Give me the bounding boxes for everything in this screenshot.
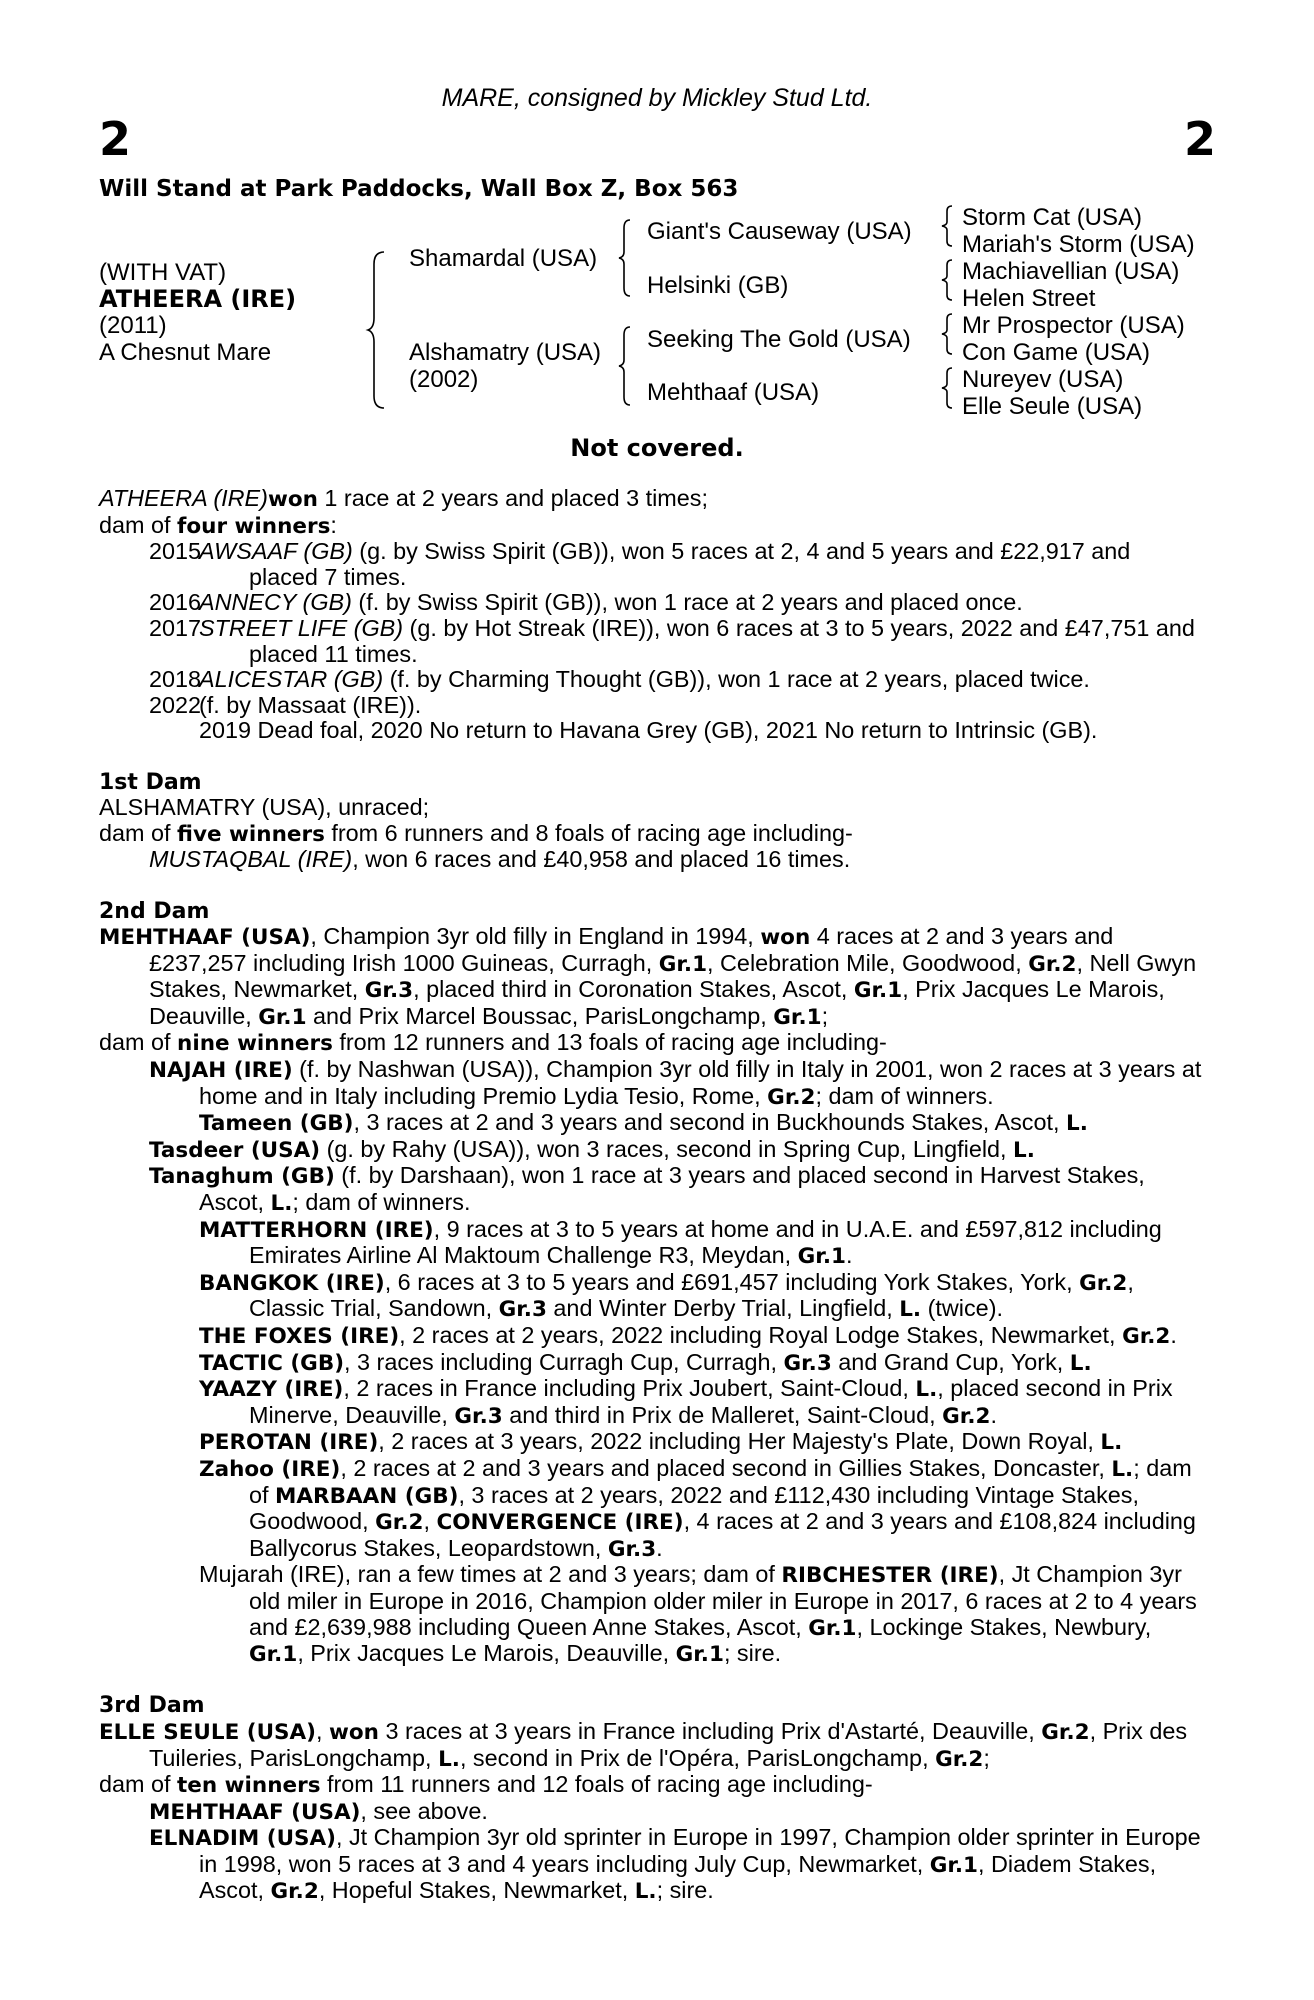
tanaghum-entry: Tanaghum (GB) (f. by Darshaan), won 1 race at 3 years and placed second in Harvest Stakes, Ascot, L.; dam of winners. [149, 1162, 1145, 1217]
bangkok-entry: BANGKOK (IRE), 6 races at 3 to 5 years and £691,457 including York Stakes, York, Gr.2, Classic Trial, Sandown, Gr.3 and Winter Derby Trial, Lingfield, L. (twice). [199, 1268, 1134, 1323]
dam-year: (2002) [409, 366, 479, 393]
third-dam-elle-seule: ELLE SEULE (USA), won 3 races at 3 years in France including Prix d'Astarté, Deauville, Gr.2, Prix des Tuileries, ParisLongchamp, L., second in Prix de l'Opéra, ParisLongchamp, Gr.2; [99, 1717, 1188, 1772]
lot-number-left: 2 [99, 112, 132, 166]
progeny-other: 2019 Dead foal, 2020 No return to Havana Grey (GB), 2021 No return to Intrinsic (GB). [199, 717, 1098, 744]
perotan-entry: PEROTAN (IRE), 2 races at 3 years, 2022 including Her Majesty's Plate, Down Royal, L. [199, 1428, 1123, 1456]
gg-mr-prospector: Mr Prospector (USA) [962, 312, 1185, 339]
horse-description: A Chesnut Mare [99, 339, 272, 366]
progeny-2017: 2017 STREET LIFE (GB) (g. by Hot Streak (IRE)), won 6 races at 3 to 5 years, 2022 and £47,751 and placed 11 times. [149, 614, 1195, 667]
the-foxes-entry: THE FOXES (IRE), 2 races at 2 years, 2022 including Royal Lodge Stakes, Newmarket, Gr.2. [199, 1322, 1177, 1349]
gg-elle-seule: Elle Seule (USA) [962, 393, 1143, 420]
dam-dam: Mehthaaf (USA) [647, 379, 820, 406]
yaazy-entry: YAAZY (IRE), 2 races in France including Prix Joubert, Saint-Cloud, L., placed second in Prix Minerve, Deauville, Gr.3 and third in Prix de Malleret, Saint-Cloud, Gr.2. [199, 1375, 1173, 1429]
mehthaaf-see-above: MEHTHAAF (USA), see above. [149, 1797, 488, 1825]
third-dam-produce: dam of ten winners from 11 runners and 12 foals of racing age including- [99, 1771, 873, 1799]
gg-mariahs-storm: Mariah's Storm (USA) [962, 231, 1195, 258]
first-dam-line: ALSHAMATRY (USA), unraced; [99, 794, 430, 821]
record-line: ATHEERA (IRE)won 1 race at 2 years and placed 3 times; [99, 485, 708, 512]
gg-bracket-2 [940, 258, 954, 302]
gg-bracket-3 [940, 312, 954, 356]
dam-bracket [618, 325, 634, 407]
sire-sire: Giant's Causeway (USA) [647, 218, 912, 245]
dam-name: Alshamatry (USA) [409, 339, 602, 366]
mujarah-entry: Mujarah (IRE), ran a few times at 2 and 3 years; dam of RIBCHESTER (IRE), Jt Champion 3yr old miler in Europe in 2016, Champion older miler in Europe in 2017, 6 races at 2 to 4 years and £2,639,988 including Queen Anne Stakes, Ascot, Gr.1, Lockinge Stakes, Newbury, Gr.1, Prix Jacques Le Marois, Deauville, Gr.1; sire. [199, 1561, 1197, 1668]
najah-entry: NAJAH (IRE) (f. by Nashwan (USA)), Champion 3yr old filly in Italy in 2001, won 2 races at 3 years at home and in Italy including Premio Lydia Tesio, Rome, Gr.2; dam of winners. [149, 1056, 1202, 1110]
sire-bracket [618, 218, 634, 298]
main-bracket [368, 250, 388, 410]
lot-number-right: 2 [1183, 112, 1216, 166]
stand-location: Will Stand at Park Paddocks, Wall Box Z, Box 563 [99, 176, 739, 202]
gg-machiavellian: Machiavellian (USA) [962, 258, 1180, 285]
gg-con-game: Con Game (USA) [962, 339, 1151, 366]
horse-name: ATHEERA (IRE) [99, 285, 297, 313]
second-dam-produce: dam of nine winners from 12 runners and 13 foals of racing age including- [99, 1029, 887, 1057]
tactic-entry: TACTIC (GB), 3 races including Curragh Cup, Curragh, Gr.3 and Grand Cup, York, L. [199, 1348, 1092, 1376]
gg-nureyev: Nureyev (USA) [962, 366, 1124, 393]
vat-note: (WITH VAT) [99, 259, 227, 286]
sire-dam: Helsinki (GB) [647, 272, 789, 299]
catalogue-body [99, 486, 1204, 1905]
second-dam-mehthaaf: MEHTHAAF (USA), Champion 3yr old filly in England in 1994, won 4 races at 2 and 3 years and £237,257 including Irish 1000 Guineas, Curragh, Gr.1, Celebration Mile, Goodwood, Gr.2, Nell Gwyn Stakes, Newmarket, Gr.3, placed third in Coronation Stakes, Ascot, Gr.1, Prix Jacques Le Marois, Deauville, Gr.1 and Prix Marcel Boussac, ParisLongchamp, Gr.1; [99, 923, 1197, 1030]
progeny-2018: 2018 ALICESTAR (GB) (f. by Charming Thought (GB)), won 1 race at 2 years, placed twice. [149, 666, 1090, 693]
tameen-entry: Tameen (GB), 3 races at 2 and 3 years and second in Buckhounds Stakes, Ascot, L. [199, 1109, 1088, 1137]
progeny-2016: 2016 ANNECY (GB) (f. by Swiss Spirit (GB)), won 1 race at 2 years and placed once. [149, 589, 1023, 616]
first-dam-produce: dam of five winners from 6 runners and 8 foals of racing age including- [99, 819, 853, 847]
gg-bracket-4 [940, 366, 954, 410]
elnadim-entry: ELNADIM (USA), Jt Champion 3yr old sprinter in Europe in 1997, Champion older sprinter in Europe in 1998, won 5 races at 3 and 4 years including July Cup, Newmarket, Gr.1, Diadem Stakes, Ascot, Gr.2, Hopeful Stakes, Newmarket, L.; sire. [149, 1824, 1201, 1905]
first-dam-heading: 1st Dam [99, 769, 202, 795]
horse-year: (2011) [99, 312, 167, 339]
progeny-2015: 2015 AWSAAF (GB) (g. by Swiss Spirit (GB)), won 5 races at 2, 4 and 5 years and £22,917 and placed 7 times. [149, 538, 1131, 590]
gg-bracket-1 [940, 204, 954, 248]
record-dam-of: dam of four winners: [99, 511, 337, 539]
consignment-line: MARE, consigned by Mickley Stud Ltd. [441, 84, 873, 112]
gg-storm-cat: Storm Cat (USA) [962, 204, 1143, 231]
tasdeer-entry: Tasdeer (USA) (g. by Rahy (USA)), won 3 races, second in Spring Cup, Lingfield, L. [149, 1135, 1035, 1163]
covering-status: Not covered. [570, 434, 744, 462]
third-dam-heading: 3rd Dam [99, 1693, 205, 1719]
dam-sire: Seeking The Gold (USA) [647, 326, 911, 353]
gg-helen-street: Helen Street [962, 285, 1096, 312]
sire-name: Shamardal (USA) [409, 245, 598, 272]
first-dam-mustaqbal: MUSTAQBAL (IRE), won 6 races and £40,958 and placed 16 times. [149, 846, 851, 873]
matterhorn-entry: MATTERHORN (IRE), 9 races at 3 to 5 years at home and in U.A.E. and £597,812 including Emirates Airline Al Maktoum Challenge R3, Meydan, Gr.1. [199, 1215, 1162, 1270]
progeny-2022: 2022 (f. by Massaat (IRE)). [149, 691, 422, 718]
zahoo-entry: Zahoo (IRE), 2 races at 2 and 3 years and placed second in Gillies Stakes, Doncaster, L.; dam of MARBAAN (GB), 3 races at 2 years, 2022 and £112,430 including Vintage Stakes, Goodwood, Gr.2, CONVERGENCE (IRE), 4 races at 2 and 3 years and £108,824 including Ballycorus Stakes, Leopardstown, Gr.3. [199, 1454, 1196, 1562]
second-dam-heading: 2nd Dam [99, 898, 210, 924]
